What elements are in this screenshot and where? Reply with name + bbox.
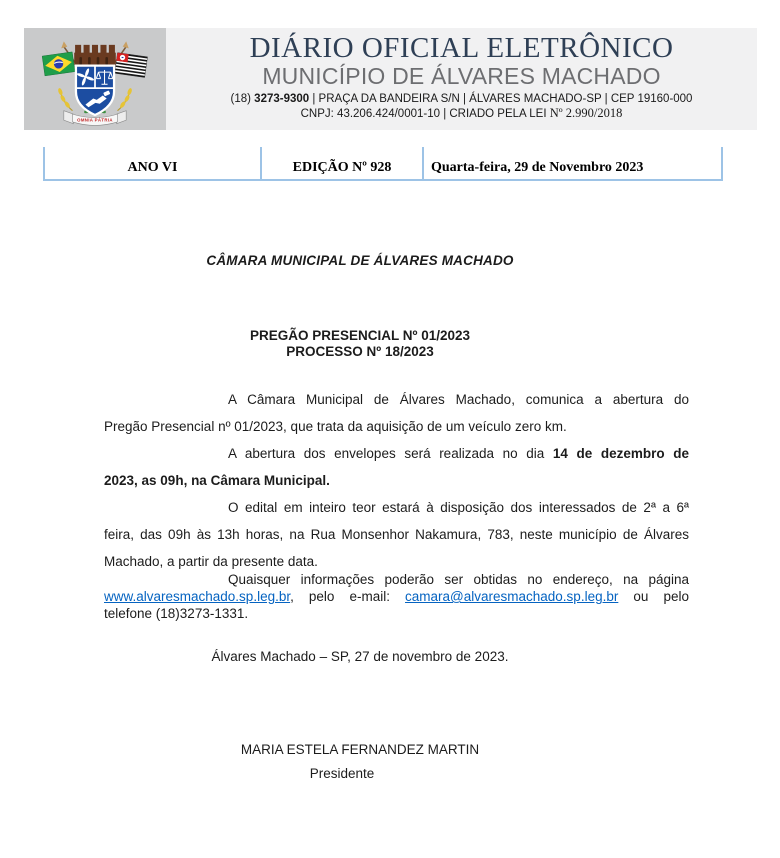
paragraph-1-line-2: Pregão Presencial nº 01/2023, que trata da aquisição de um veículo zero km. [104,419,567,434]
spearhead-left-icon [61,41,67,48]
paragraph-4 [104,571,689,622]
document-paragraphs [104,386,689,622]
paragraph-3-line-1: O edital em inteiro teor estará à disposição dos interessados de 2ª a 6ª [228,500,689,515]
law-number-text: Nº 2.990/2018 [549,106,623,120]
brazil-flag-icon [42,51,75,75]
municipal-coat-of-arms-icon [31,31,159,128]
signature-role [30,766,690,781]
mural-crown-icon [74,44,116,64]
email-link[interactable]: camara@alvaresmachado.sp.leg.br [405,589,619,604]
gazette-registry-line [301,107,623,121]
paragraph-4-line-2 [104,588,689,605]
info-cell-year [45,147,262,179]
wheat-branch-left-icon [57,87,72,110]
subject-line-2: PROCESSO Nº 18/2023 [286,343,434,359]
p2-bold-date-end: 2023, as 09h, na Câmara Municipal. [104,473,330,488]
paragraph-1-line-1: A Câmara Municipal de Álvares Machado, comunica a abertura do [228,392,689,407]
org-title: CÂMARA MUNICIPAL DE ÁLVARES MACHADO [206,253,514,268]
paragraph-2-line-1 [104,440,689,467]
municipal-crest-panel [24,28,166,130]
phone-number: 3273-9300 [254,93,310,105]
header-band [24,28,757,130]
p2-normal-text: A abertura dos envelopes será realizada no dia [228,446,553,461]
info-cell-date [424,147,721,179]
date-label: Quarta-feira, 29 de Novembro 2023 [431,160,644,175]
crest-motto: OMNIA PÁTRIA [77,117,113,123]
p4-mid-text: , pelo e-mail: [290,589,406,604]
paragraph-2-line-2 [104,467,689,494]
header-text-panel [166,28,757,130]
phone-prefix: (18) [230,93,255,105]
shield-icon [76,65,114,114]
info-cell-edition [262,147,424,179]
signature-role-text: Presidente [309,766,375,781]
p4-tail-text: ou pelo [618,589,689,604]
subject-line-1: PREGÃO PRESENCIAL Nº 01/2023 [249,328,470,343]
city-date-line: Álvares Machado – SP, 27 de novembro de 2023. [211,649,509,664]
gazette-title: DIÁRIO OFICIAL ELETRÔNICO [249,32,674,64]
address-text: | PRAÇA DA BANDEIRA S/N | ÁLVARES MACHADO-SP | CEP 19160-000 [309,93,693,105]
wheat-branch-right-icon [118,87,133,110]
paragraph-3-line-3: Machado, a partir da presente data. [104,554,318,569]
year-label: ANO VI [127,160,178,175]
edition-label: EDIÇÃO Nº 928 [292,160,392,175]
edition-info-bar [43,147,723,181]
sao-paulo-flag-icon [115,52,148,77]
gazette-contact-line [231,93,693,106]
paragraph-3-line-2: feira, das 09h às 13h horas, na Rua Monsenhor Nakamura, 783, neste município de Álvares [104,527,689,542]
cnpj-text: CNPJ: 43.206.424/0001-10 | CRIADO PELA LEI [300,108,550,120]
paragraph-4-line-3: telefone (18)3273-1331. [104,606,249,621]
subject-block [30,328,690,359]
p2-bold-date-start: 14 de dezembro de [552,446,689,461]
gazette-subtitle: MUNICÍPIO DE ÁLVARES MACHADO [262,63,661,89]
paragraph-4-line-1: Quaisquer informações poderão ser obtidas no endereço, na página [228,572,689,587]
spearhead-right-icon [123,41,129,48]
website-link[interactable]: www.alvaresmachado.sp.leg.br [104,589,291,604]
signature-name: MARIA ESTELA FERNANDEZ MARTIN [240,742,480,757]
